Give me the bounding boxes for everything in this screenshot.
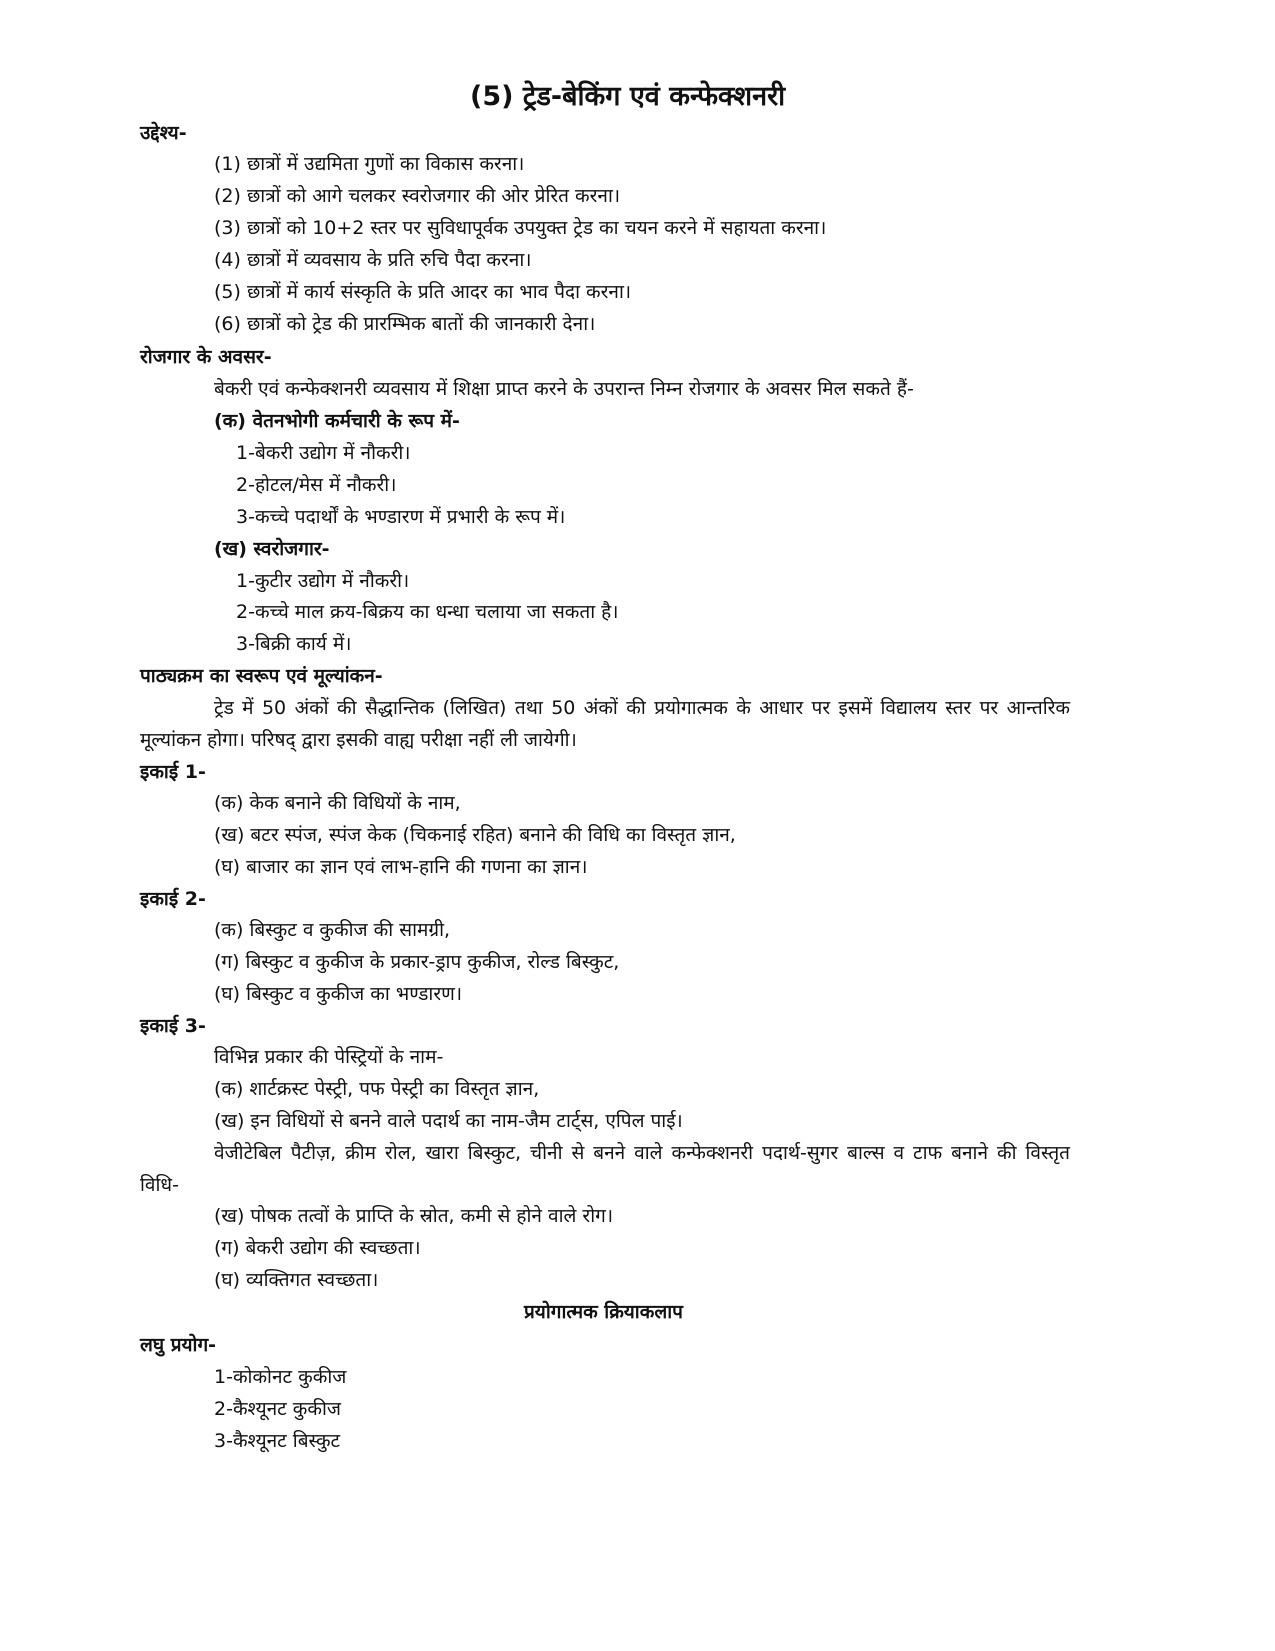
salaried-item: 3-कच्चे पदार्थों के भण्डारण में प्रभारी के रूप में। [236, 506, 566, 528]
objective-item: (1) छात्रों में उद्यमिता गुणों का विकास करना। [214, 153, 525, 175]
self-employment-heading: (ख) स्वरोजगार- [214, 538, 330, 560]
self-employment-item: 3-बिक्री कार्य में। [236, 633, 352, 655]
unit3-heading: इकाई 3- [140, 1015, 206, 1037]
unit1-item: (ख) बटर स्पंज, स्पंज केक (चिकनाई रहित) बनाने की विधि का विस्तृत ज्ञान, [214, 824, 736, 846]
salaried-item: 2-होटल/मेस में नौकरी। [236, 474, 397, 496]
unit2-item: (ग) बिस्कुट व कुकीज के प्रकार-ड्राप कुकीज, रोल्ड बिस्कुट, [214, 951, 620, 973]
unit3-paragraph-line1: वेजीटेबिल पैटीज़, क्रीम रोल, खारा बिस्कुट, चीनी से बनने वाले कन्फेक्शनरी पदार्थ-सुगर बाल्स व टाफ बनाने की विस्तृत [214, 1142, 1070, 1164]
unit3-item: (ख) पोषक तत्वों के प्राप्ति के स्रोत, कमी से होने वाले रोग। [214, 1205, 614, 1227]
salaried-heading: (क) वेतनभोगी कर्मचारी के रूप में- [214, 410, 460, 432]
syllabus-paragraph-line1: ट्रेड में 50 अंकों की सैद्धान्तिक (लिखित) तथा 50 अंकों की प्रयोगात्मक के आधार पर इसमें विद्यालय स्तर पर आन्तरिक [214, 697, 1070, 719]
unit3-item: (घ) व्यक्तिगत स्वच्छता। [214, 1269, 379, 1291]
page-title: (5) ट्रेड-बेकिंग एवं कन्फेक्शनरी [470, 81, 786, 112]
unit2-heading: इकाई 2- [140, 888, 206, 910]
employment-heading: रोजगार के अवसर- [140, 346, 272, 368]
objective-item: (4) छात्रों में व्यवसाय के प्रति रुचि पैदा करना। [214, 249, 532, 271]
objective-item: (3) छात्रों को 10+2 स्तर पर सुविधापूर्वक उपयुक्त ट्रेड का चयन करने में सहायता करना। [214, 217, 827, 239]
self-employment-item: 2-कच्चे माल क्रय-बिक्रय का धन्धा चलाया जा सकता है। [236, 601, 619, 623]
minor-experiments-heading: लघु प्रयोग- [140, 1334, 217, 1356]
unit3-paragraph-line2: विधि- [140, 1174, 179, 1196]
unit1-item: (घ) बाजार का ज्ञान एवं लाभ-हानि की गणना का ज्ञान। [214, 856, 588, 878]
objective-item: (6) छात्रों को ट्रेड की प्रारम्भिक बातों की जानकारी देना। [214, 313, 596, 335]
objective-item: (5) छात्रों में कार्य संस्कृति के प्रति आदर का भाव पैदा करना। [214, 281, 632, 303]
unit1-heading: इकाई 1- [140, 761, 206, 783]
unit3-item: (ग) बेकरी उद्योग की स्वच्छता। [214, 1237, 421, 1259]
unit2-item: (क) बिस्कुट व कुकीज की सामग्री, [214, 919, 451, 941]
syllabus-heading: पाठ्यक्रम का स्वरूप एवं मूल्यांकन- [140, 665, 383, 687]
unit1-item: (क) केक बनाने की विधियों के नाम, [214, 792, 461, 814]
unit3-item: (क) शार्टक्रस्ट पेस्ट्री, पफ पेस्ट्री का विस्तृत ज्ञान, [214, 1078, 540, 1100]
objective-item: (2) छात्रों को आगे चलकर स्वरोजगार की ओर प्रेरित करना। [214, 185, 621, 207]
unit3-item: (ख) इन विधियों से बनने वाले पदार्थ का नाम-जैम टार्ट्स, एपिल पाई। [214, 1110, 683, 1132]
minor-experiment-item: 3-कैश्यूनट बिस्कुट [214, 1430, 341, 1452]
unit3-intro: विभिन्न प्रकार की पेस्ट्रियों के नाम- [214, 1046, 444, 1068]
minor-experiment-item: 1-कोकोनट कुकीज [214, 1366, 347, 1388]
unit2-item: (घ) बिस्कुट व कुकीज का भण्डारण। [214, 983, 463, 1005]
practical-heading: प्रयोगात्मक क्रियाकलाप [524, 1301, 683, 1323]
syllabus-paragraph-line2: मूल्यांकन होगा। परिषद् द्वारा इसकी वाह्य परीक्षा नहीं ली जायेगी। [140, 729, 577, 751]
salaried-item: 1-बेकरी उद्योग में नौकरी। [236, 442, 411, 464]
objectives-heading: उद्देश्य- [140, 122, 187, 144]
employment-intro: बेकरी एवं कन्फेक्शनरी व्यवसाय में शिक्षा प्राप्त करने के उपरान्त निम्न रोजगार के अवसर मिल सकते हैं- [214, 378, 914, 400]
self-employment-item: 1-कुटीर उद्योग में नौकरी। [236, 570, 410, 592]
minor-experiment-item: 2-कैश्यूनट कुकीज [214, 1398, 341, 1420]
